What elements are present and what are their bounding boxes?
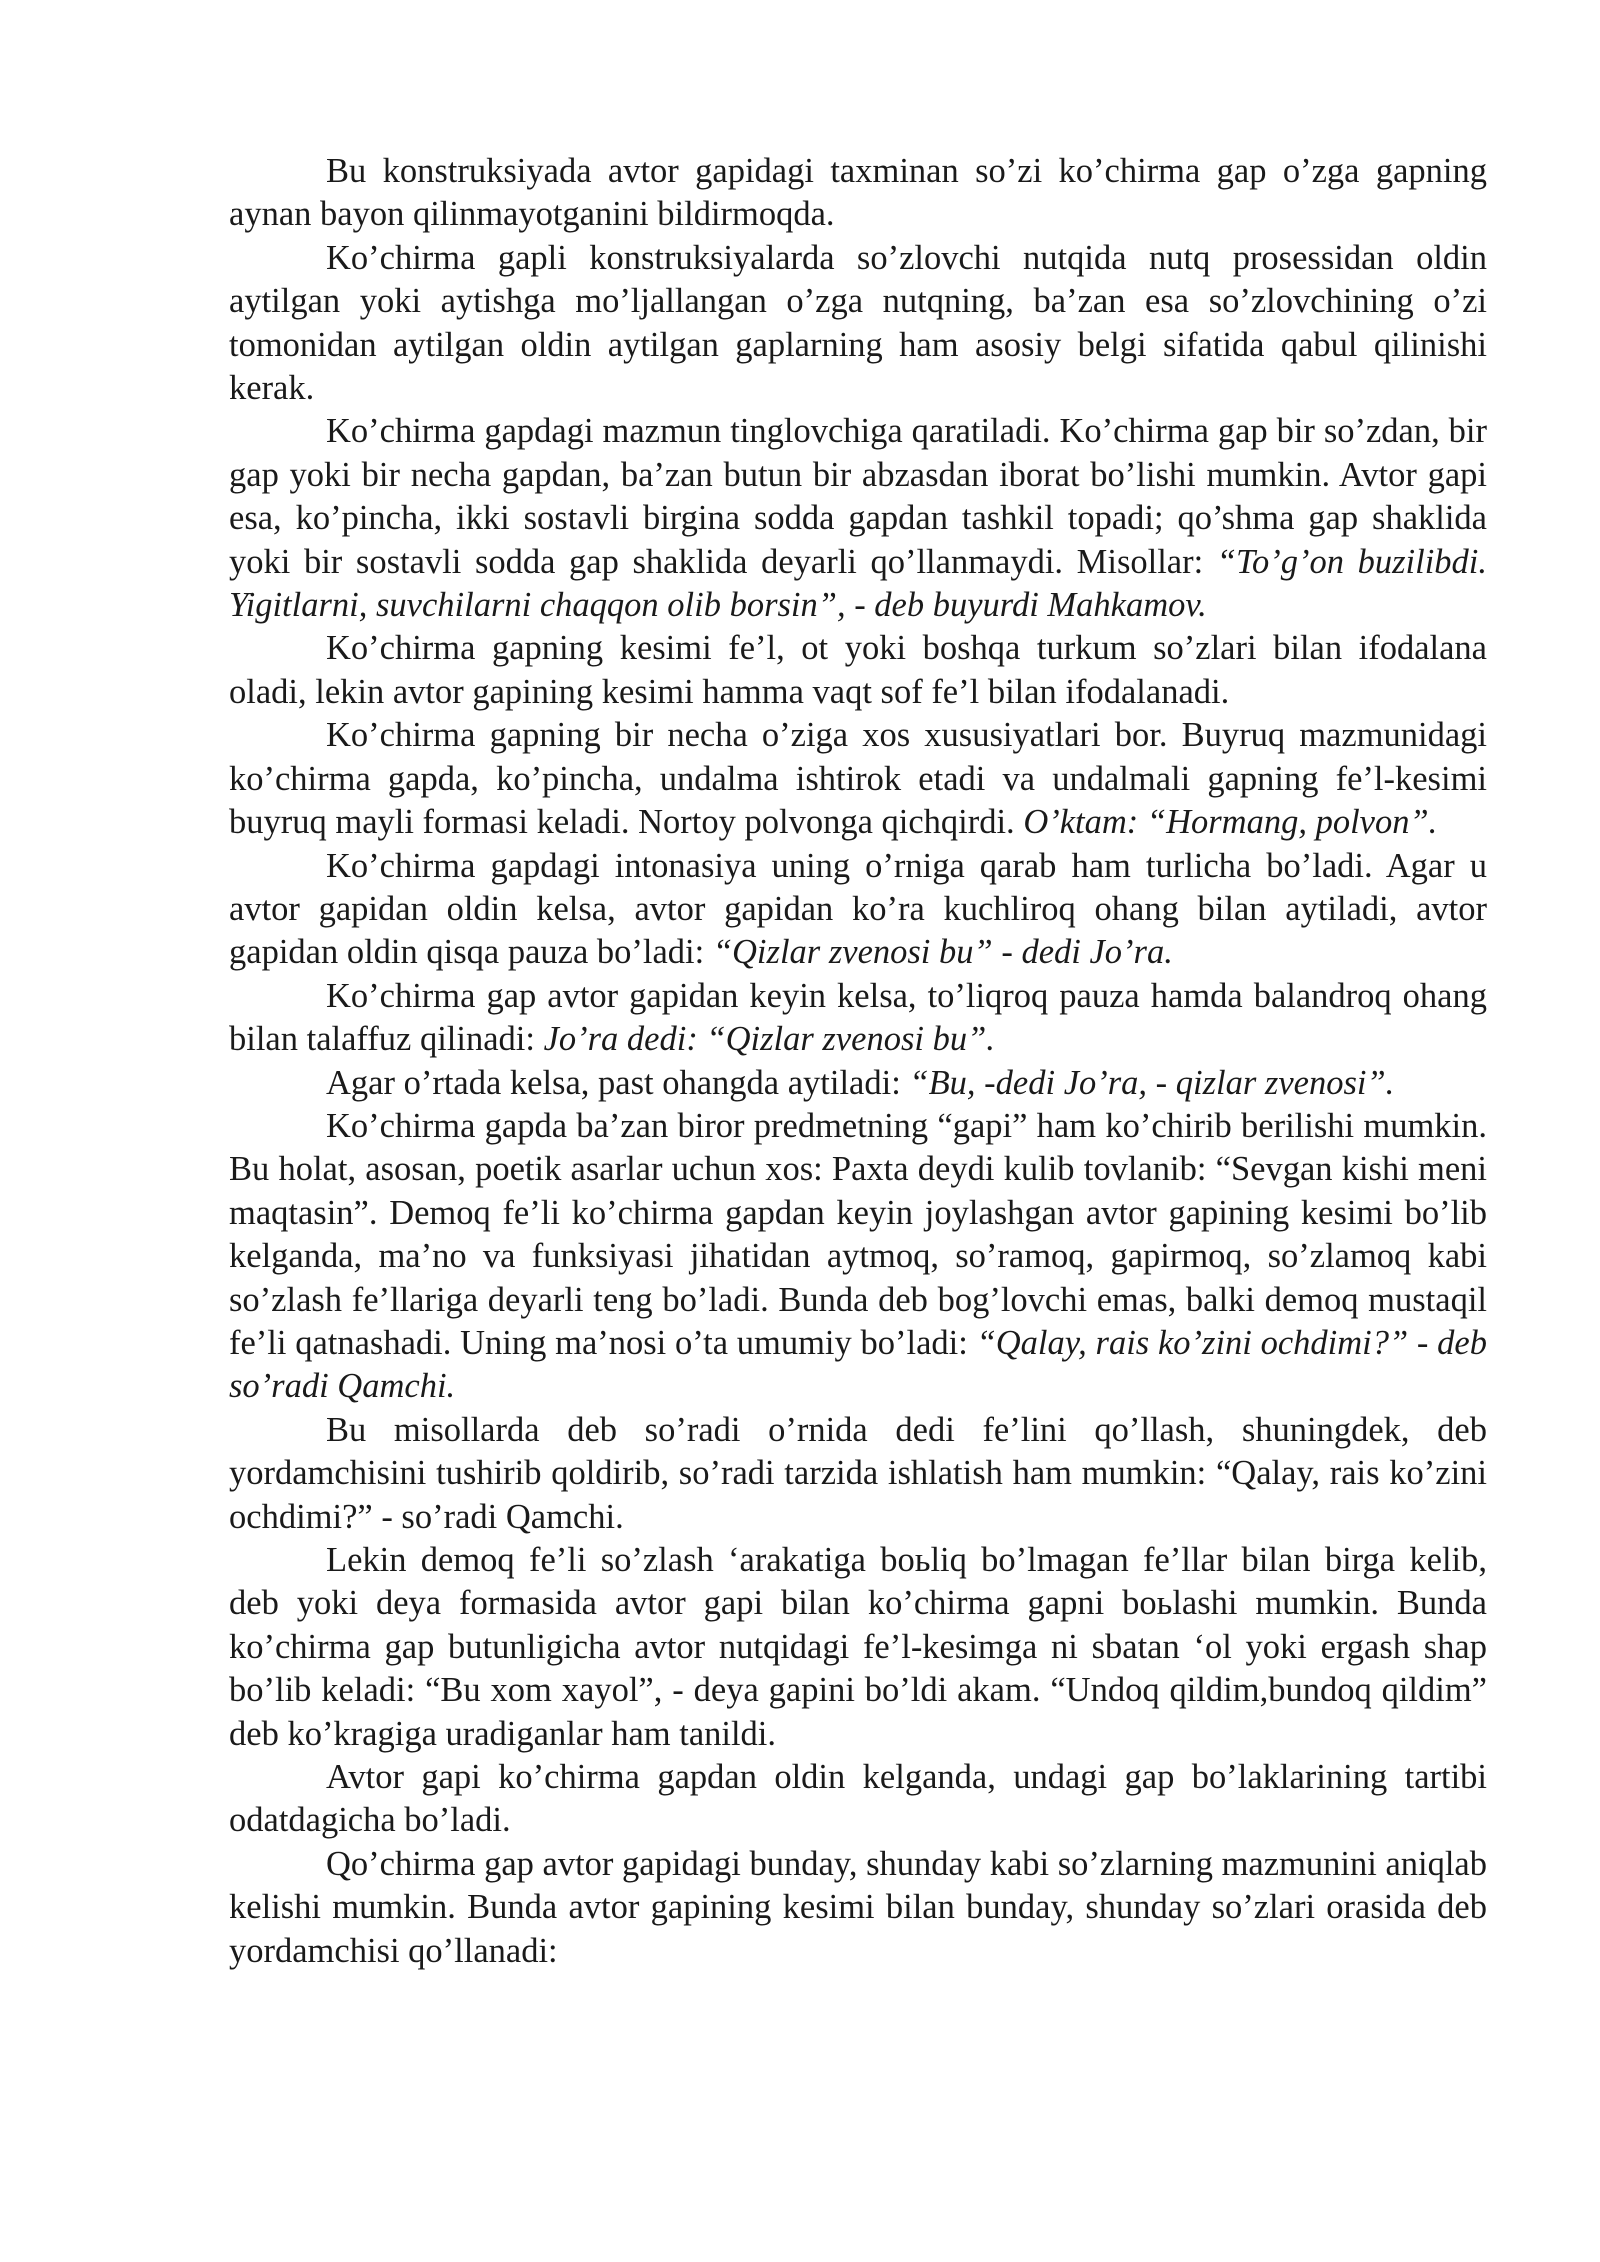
- text-run: Avtor gapi ko’chirma gapdan oldin kelganda, undagi gap bo’laklarining tartibi odatdagicha bo’ladi.: [229, 1758, 1487, 1840]
- text-run: Ko’chirma gapli konstruksiyalarda so’zlovchi nutqida nutq prosessidan oldin aytilgan yoki aytishga mo’ljallangan o’zga nutqning, ba’zan esa so’zlovchining o’zi tomonidan aytilgan oldin aytilgan gaplarning ham asosiy belgi sifatida qabul qilinishi kerak.: [229, 238, 1487, 408]
- example-quote: “Qizlar zvenosi bu” - dedi Jo’ra.: [712, 933, 1173, 972]
- text-run: Ko’chirma gapning kesimi fe’l, ot yoki boshqa turkum so’zlari bilan ifodalana oladi, lekin avtor gapining kesimi hamma vaqt sof fe’l bilan ifodalanadi.: [229, 629, 1487, 711]
- text-run: Qo’chirma gap avtor gapidagi bunday, shunday kabi so’zlarning mazmunini aniqlab kelishi mumkin. Bunda avtor gapining kesimi bilan bunday, shunday so’zlari orasida deb yordamchisi qo’llanadi:: [229, 1844, 1487, 1970]
- text-run: Agar o’rtada kelsa, past ohangda aytiladi:: [326, 1063, 910, 1102]
- paragraph: [229, 1539, 1487, 1756]
- text-run: Ko’chirma gapning bir necha o’ziga xos xususiyatlari bor. Buyruq mazmunidagi ko’chirma gapda, ko’pincha, undalma ishtirok etadi va undalmali gapning fe’l-kesimi buyruq mayli formasi keladi. Nortoy polvonga qichqirdi.: [229, 716, 1487, 842]
- text-run: Ko’chirma gapda ba’zan biror predmetning “gapi” ham ko’chirib berilishi mumkin. Bu holat, asosan, poetik asarlar uchun xos: Paxta deydi kulib tovlanib: “Sevgan kishi meni maqtasin”. Demoq fe’li ko’chirma gapdan keyin joylashgan avtor gapining kesimi bo’lib kelganda, ma’no va funksiyasi jihatidan aytmoq, so’ramoq, gapirmoq, so’zlamoq kabi so’zlash fe’llariga deyarli teng bo’ladi. Bunda deb bog’lovchi emas, balki demoq mustaqil fe’li qatnashadi. Uning ma’nosi o’ta umumiy bo’ladi:: [229, 1106, 1487, 1362]
- document-page: [229, 150, 1487, 1973]
- paragraph: [229, 627, 1487, 714]
- paragraph: [229, 237, 1487, 411]
- example-quote: “To’g’on buzilibdi. Yigitlarni, suvchilarni chaqqon olib borsin”, - deb buyurdi Mahkamov.: [229, 542, 1487, 625]
- example-quote: “Qalay, rais ko’zini ochdimi?” - deb so’radi Qamchi.: [229, 1323, 1487, 1406]
- text-run: Bu misollarda deb so’radi o’rnida dedi fe’lini qo’llash, shuningdek, deb yordamchisini tushirib qoldirib, so’radi tarzida ishlatish ham mumkin: “Qalay, rais ko’zini ochdimi?” - so’radi Qamchi.: [229, 1410, 1487, 1536]
- paragraph: [229, 714, 1487, 844]
- paragraph: [229, 1062, 1487, 1105]
- example-quote: “Bu, -dedi Jo’ra, - qizlar zvenosi”.: [909, 1063, 1395, 1102]
- paragraph: [229, 845, 1487, 975]
- text-run: Lekin demoq fe’li so’zlash ‘arakatiga boьliq bo’lmagan fe’llar bilan birga kelib, deb yoki deya formasida avtor gapi bilan ko’chirma gapni boьlashi mumkin. Bunda ko’chirma gap butunligicha avtor nutqidagi fe’l-kesimga ni sbatan ‘ol yoki ergash shap bo’lib keladi: “Bu xom xayol”, - deya gapini bo’ldi akam. “Undoq qildim,bundoq qildim” deb ko’kragiga uradiganlar ham tanildi.: [229, 1541, 1487, 1753]
- paragraph: [229, 410, 1487, 627]
- text-run: Ko’chirma gapdagi mazmun tinglovchiga qaratiladi. Ko’chirma gap bir so’zdan, bir gap yoki bir necha gapdan, ba’zan butun bir abzasdan iborat bo’lishi mumkin. Avtor gapi esa, ko’pincha, ikki sostavli birgina sodda gapdan tashkil topadi; qo’shma gap shaklida yoki bir sostavli sodda gap shaklida deyarli qo’llanmaydi. Misollar:: [229, 412, 1487, 581]
- text-run: Ko’chirma gapdagi intonasiya uning o’rniga qarab ham turlicha bo’ladi. Agar u avtor gapidan oldin kelsa, avtor gapidan ko’ra kuchliroq ohang bilan aytiladi, avtor gapidan oldin qisqa pauza bo’ladi:: [229, 846, 1487, 972]
- paragraph: [229, 1409, 1487, 1539]
- example-quote: Jo’ra dedi: “Qizlar zvenosi bu”.: [543, 1020, 995, 1059]
- paragraph: [229, 1105, 1487, 1409]
- paragraph: [229, 1756, 1487, 1843]
- paragraph: [229, 1843, 1487, 1973]
- text-run: Bu konstruksiyada avtor gapidagi taxminan so’zi ko’chirma gap o’zga gapning aynan bayon qilinmayotganini bildirmoqda.: [229, 152, 1487, 234]
- paragraph: [229, 150, 1487, 237]
- example-quote: O’ktam: “Hormang, polvon”.: [1023, 803, 1438, 842]
- text-run: Ko’chirma gap avtor gapidan keyin kelsa, to’liqroq pauza hamda balandroq ohang bilan talaffuz qilinadi:: [229, 976, 1487, 1059]
- paragraph: [229, 975, 1487, 1062]
